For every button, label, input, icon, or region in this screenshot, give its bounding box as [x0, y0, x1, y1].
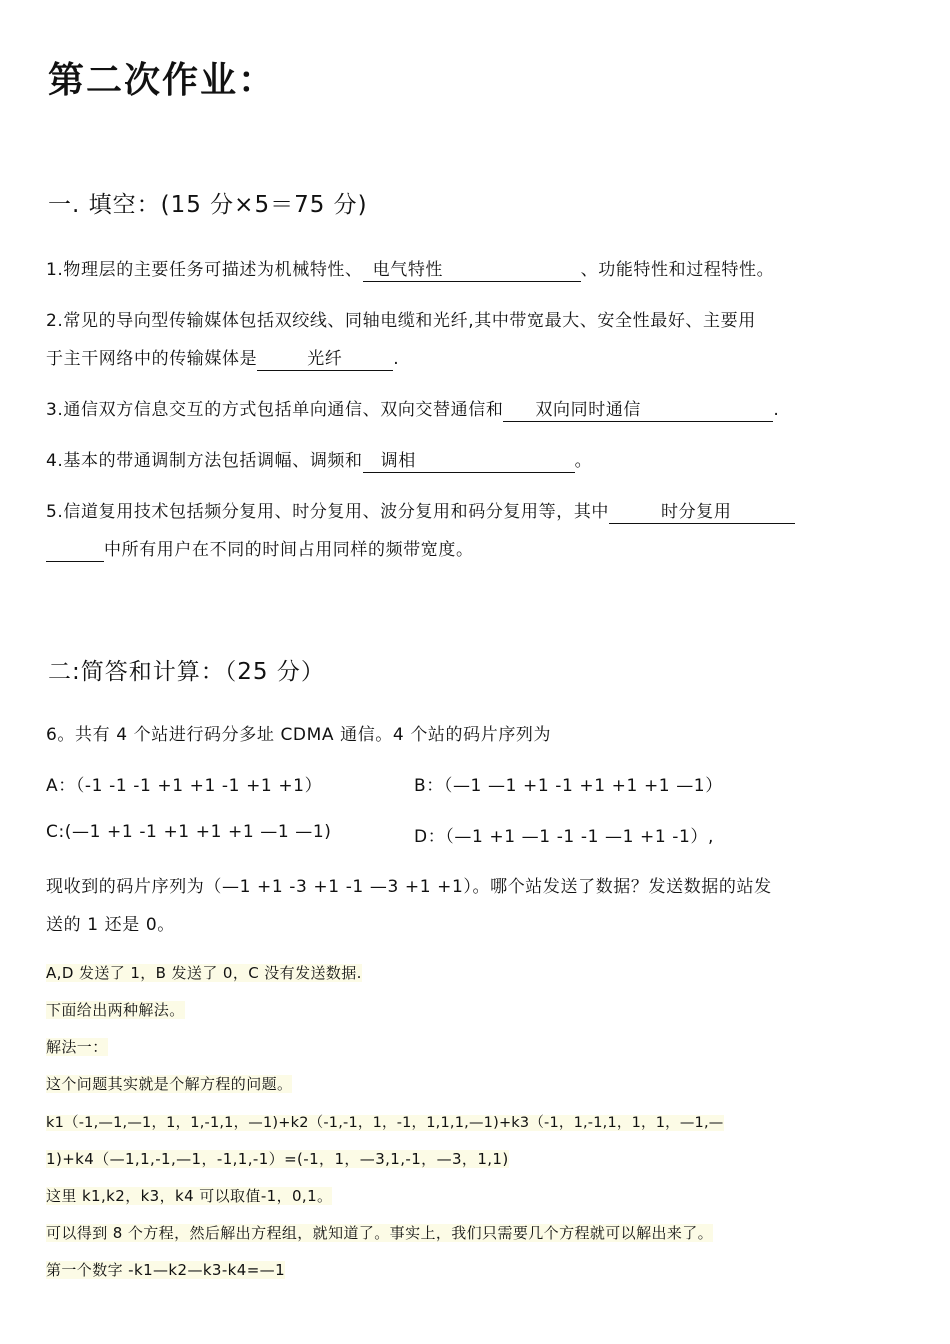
chip-sequence-a: A：（-1 -1 -1 +1 +1 -1 +1 +1）: [46, 776, 323, 796]
question-5-line-2: [46, 535, 474, 562]
chip-sequence-row-1: [46, 771, 906, 796]
question-2-text-end: .: [393, 349, 400, 369]
solution-line: [46, 999, 185, 1020]
chip-sequence-b: B：（—1 —1 +1 -1 +1 +1 +1 —1）: [414, 776, 723, 796]
question-5-text: 5.信道复用技术包括频分复用、时分复用、波分复用和码分复用等，其中: [46, 502, 610, 522]
section-heading-fill-blank: 一. 填空：(15 分×5＝75 分): [48, 192, 368, 218]
solution-line: [46, 1036, 108, 1057]
question-4-answer-blank: [363, 452, 575, 473]
solution-text: 这里 k1,k2，k3，k4 可以取值-1，0,1。: [46, 1187, 333, 1205]
received-sequence-line-1: 现收到的码片序列为（—1 +1 -3 +1 -1 —3 +1 +1）。哪个站发送了数据？发送数据的站发: [46, 877, 772, 897]
question-1-text: 1.物理层的主要任务可描述为机械特性、: [46, 260, 363, 280]
solution-text: 下面给出两种解法。: [46, 1001, 185, 1019]
solution-text: 这个问题其实就是个解方程的问题。: [46, 1075, 293, 1093]
page-title: 第二次作业：: [48, 59, 277, 101]
answer-line: [46, 962, 362, 983]
question-1-answer: 电气特性: [372, 260, 444, 280]
question-5-answer-blank-continued: [46, 541, 104, 562]
question-3-text: 3.通信双方信息交互的方式包括单向通信、双向交替通信和: [46, 400, 504, 420]
solution-line: [46, 1185, 332, 1206]
question-5-answer-blank: [609, 503, 795, 524]
question-3: [46, 395, 779, 422]
question-3-text-end: .: [773, 400, 780, 420]
question-5-line-1: [46, 497, 795, 524]
question-6-intro: 6。共有 4 个站进行码分多址 CDMA 通信。4 个站的码片序列为: [46, 725, 552, 745]
answer-text: A,D 发送了 1，B 发送了 0，C 没有发送数据.: [46, 964, 362, 982]
question-1: [46, 255, 774, 282]
question-2-answer-blank: [257, 350, 393, 371]
question-2-text: 于主干网络中的传输媒体是: [46, 349, 258, 369]
solution-text: 可以得到 8 个方程，然后解出方程组，就知道了。事实上，我们只需要几个方程就可以解出来了。: [46, 1224, 714, 1242]
question-5-text-end: 中所有用户在不同的时间占用同样的频带宽度。: [104, 540, 474, 560]
question-3-answer: 双向同时通信: [535, 400, 642, 420]
chip-sequence-row-2: [46, 822, 906, 847]
solution-text: 第一个数字 -k1—k2—k3-k4=—1: [46, 1261, 286, 1279]
solution-line: [46, 1222, 713, 1243]
chip-sequence-d: D：（—1 +1 —1 -1 -1 —1 +1 -1）,: [414, 827, 715, 847]
question-4-answer: 调相: [380, 451, 416, 471]
question-2-line-1: 2.常见的导向型传输媒体包括双绞线、同轴电缆和光纤,其中带宽最大、安全性最好、主要用: [46, 311, 756, 331]
question-4: [46, 446, 592, 473]
question-3-answer-blank: [503, 401, 773, 422]
question-4-text: 4.基本的带通调制方法包括调幅、调频和: [46, 451, 363, 471]
question-1-text-end: 、功能特性和过程特性。: [580, 260, 775, 280]
question-2-answer: 光纤: [307, 349, 343, 369]
received-sequence-line-2: 送的 1 还是 0。: [46, 915, 175, 935]
section-heading-short-answer: 二:简答和计算：（25 分）: [48, 659, 325, 685]
question-4-text-end: 。: [574, 451, 593, 471]
question-5-answer: 时分复用: [661, 502, 732, 522]
question-1-answer-blank: [363, 261, 581, 282]
solution-text: 解法一：: [46, 1038, 108, 1056]
solution-line: [46, 1073, 292, 1094]
solution-line: [46, 1259, 285, 1280]
question-2-line-2: [46, 344, 399, 371]
chip-sequence-c: C:(—1 +1 -1 +1 +1 +1 —1 —1): [46, 822, 332, 842]
solution-line: [46, 1148, 509, 1169]
solution-text: k1（-1,—1,—1，1，1,-1,1，—1)+k2（-1,-1，1，-1，1,1,1,—1)+k3（-1，1,-1,1，1，1，—1,—: [46, 1115, 724, 1131]
solution-text: 1)+k4（—1,1,-1,—1，-1,1,-1）=(-1，1，—3,1,-1，—3，1,1): [46, 1150, 509, 1168]
solution-line: [46, 1111, 724, 1132]
